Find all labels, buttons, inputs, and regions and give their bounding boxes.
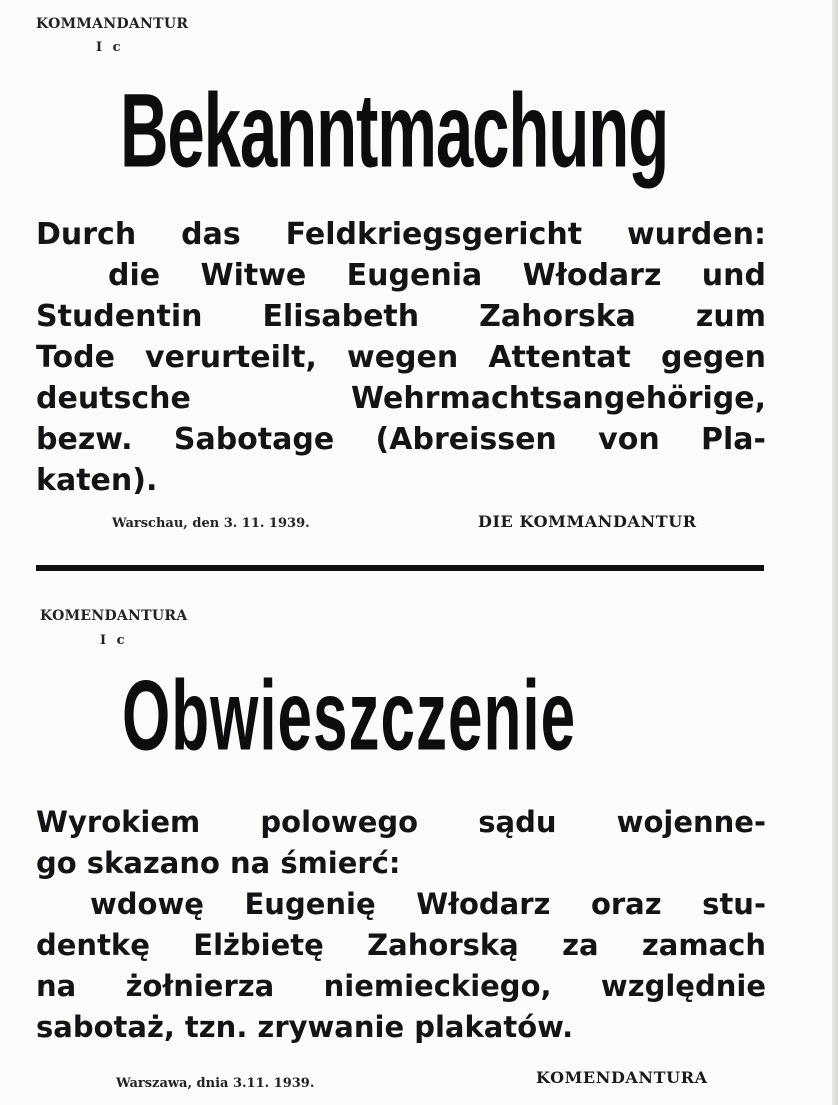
polish-body-line-1: Wyrokiem polowego sądu wojenne- [36, 805, 766, 839]
polish-body-line-6: sabotaż, tzn. zrywanie plakatów. [36, 1010, 574, 1044]
german-body-line-6: bezw. Sabotage (Abreissen von Pla- [36, 422, 766, 457]
german-body-line-2: die Witwe Eugenia Włodarz und [108, 258, 766, 293]
polish-body-line-3: wdowę Eugenię Włodarz oraz stu- [90, 887, 766, 921]
polish-department: I c [100, 633, 128, 648]
polish-body-line-4: dentkę Elżbietę Zahorską za zamach [36, 928, 766, 962]
polish-signature: KOMENDANTURA [536, 1068, 708, 1087]
german-signature: DIE KOMMANDANTUR [478, 512, 697, 531]
german-body-line-3: Studentin Elisabeth Zahorska zum [36, 299, 766, 334]
polish-headline: Obwieszczenie [122, 661, 577, 772]
polish-header: KOMENDANTURA [40, 608, 188, 624]
german-body-line-7: katen). [36, 463, 158, 498]
german-header: KOMMANDANTUR [36, 16, 189, 32]
german-body [36, 214, 766, 501]
paper-edge [832, 0, 838, 1105]
german-place-date: Warschau, den 3. 11. 1939. [112, 516, 310, 531]
german-body-line-5: deutsche Wehrmachtsangehörige, [36, 381, 766, 416]
german-headline: Bekanntmachung [120, 71, 669, 189]
german-body-line-1: Durch das Feldkriegsgericht wurden: [36, 217, 766, 252]
polish-body-line-2: go skazano na śmierć: [36, 846, 401, 880]
polish-body-line-5: na żołnierza niemieckiego, względnie [36, 969, 766, 1003]
german-department: I c [96, 40, 124, 55]
polish-place-date: Warszawa, dnia 3.11. 1939. [116, 1076, 315, 1091]
polish-body [36, 802, 766, 1048]
german-body-line-4: Tode verurteilt, wegen Attentat gegen [36, 340, 766, 375]
section-divider [36, 565, 764, 571]
